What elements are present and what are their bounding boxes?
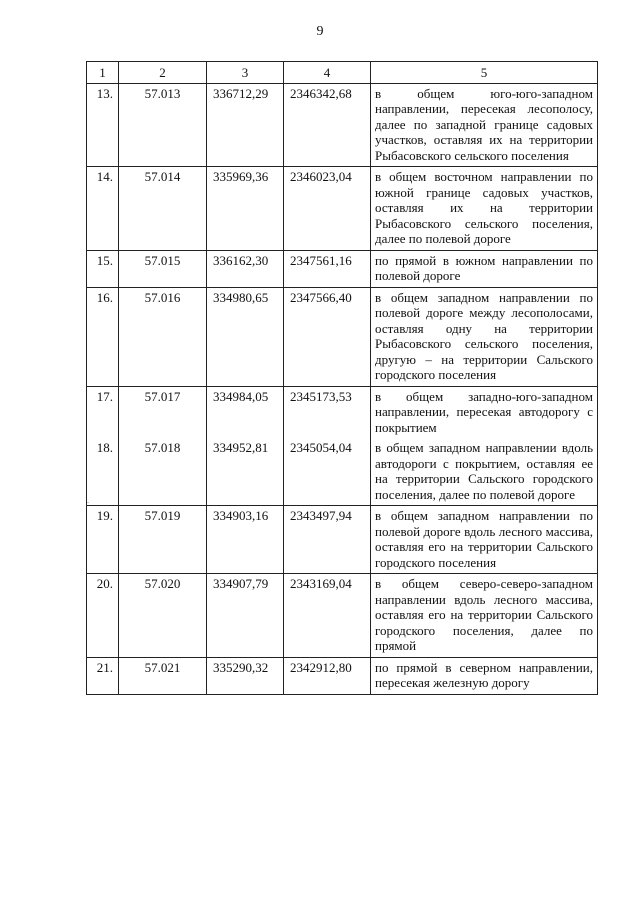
coordinate-x: 334984,05: [207, 386, 284, 438]
row-number: 14.: [87, 167, 119, 251]
coordinate-y: 2346342,68: [284, 83, 371, 167]
coordinate-y: 2345173,53: [284, 386, 371, 438]
boundary-table: [86, 61, 598, 695]
row-number: 21.: [87, 657, 119, 694]
point-code: 57.021: [119, 657, 207, 694]
page-number: 9: [316, 24, 324, 39]
coordinate-x: 334907,79: [207, 574, 284, 658]
boundary-description: в общем западном направлении вдоль автодороги с покрытием, оставляя ее на территории Сальского городского поселения, далее по полевой дороге: [371, 438, 598, 506]
boundary-description: в общем западно-юго-западном направлении, пересекая автодорогу с покрытием: [371, 386, 598, 438]
boundary-description: в общем северо-северо-западном направлении вдоль лесного массива, оставляя его на территории Сальского городского поселения, далее по прямой: [371, 574, 598, 658]
coordinate-y: 2342912,80: [284, 657, 371, 694]
coordinate-y: 2346023,04: [284, 167, 371, 251]
boundary-description: в общем юго-юго-западном направлении, пересекая лесополосу, далее по западной границе садовых участков, оставляя их на территории Рыбасовского сельского поселения: [371, 83, 598, 167]
point-code: 57.013: [119, 83, 207, 167]
coordinate-x: 334903,16: [207, 506, 284, 574]
boundary-description: в общем западном направлении по полевой дороге между лесополосами, оставляя одну на территории Рыбасовского сельского поселения, другую – на территории Сальского городского поселения: [371, 287, 598, 386]
table-row: [87, 657, 598, 694]
coordinate-y: 2347561,16: [284, 250, 371, 287]
coordinate-x: 336162,30: [207, 250, 284, 287]
coordinate-y: 2343169,04: [284, 574, 371, 658]
coordinate-y: 2343497,94: [284, 506, 371, 574]
table-row: [87, 83, 598, 167]
column-header-5: 5: [371, 62, 598, 84]
table-row: [87, 506, 598, 574]
table-row: [87, 287, 598, 386]
row-number: 20.: [87, 574, 119, 658]
coordinate-y: 2347566,40: [284, 287, 371, 386]
coordinate-x: 335969,36: [207, 167, 284, 251]
point-code: 57.014: [119, 167, 207, 251]
column-header-4: 4: [284, 62, 371, 84]
coordinate-x: 336712,29: [207, 83, 284, 167]
coordinate-x: 334952,81: [207, 438, 284, 506]
table-row: [87, 438, 598, 506]
boundary-description: по прямой в северном направлении, пересекая железную дорогу: [371, 657, 598, 694]
row-number: 15.: [87, 250, 119, 287]
point-code: 57.020: [119, 574, 207, 658]
table-row: [87, 167, 598, 251]
point-code: 57.017: [119, 386, 207, 438]
point-code: 57.015: [119, 250, 207, 287]
row-number: 19.: [87, 506, 119, 574]
column-header-2: 2: [119, 62, 207, 84]
row-number: 17.: [87, 386, 119, 438]
coordinate-y: 2345054,04: [284, 438, 371, 506]
table-row: [87, 250, 598, 287]
coordinate-x: 334980,65: [207, 287, 284, 386]
row-number: 18.: [87, 438, 119, 506]
row-number: 16.: [87, 287, 119, 386]
boundary-description: по прямой в южном направлении по полевой дороге: [371, 250, 598, 287]
column-header-3: 3: [207, 62, 284, 84]
coordinate-x: 335290,32: [207, 657, 284, 694]
table-row: [87, 386, 598, 438]
point-code: 57.019: [119, 506, 207, 574]
column-header-1: 1: [87, 62, 119, 84]
row-number: 13.: [87, 83, 119, 167]
boundary-description: в общем восточном направлении по южной границе садовых участков, оставляя их на территории Рыбасовского сельского поселения, далее по полевой дороге: [371, 167, 598, 251]
boundary-description: в общем западном направлении по полевой дороге вдоль лесного массива, оставляя его на территории Сальского городского поселения: [371, 506, 598, 574]
table-header-row: [87, 62, 598, 84]
point-code: 57.018: [119, 438, 207, 506]
point-code: 57.016: [119, 287, 207, 386]
scan-artifact: .: [87, 496, 89, 505]
table-row: [87, 574, 598, 658]
